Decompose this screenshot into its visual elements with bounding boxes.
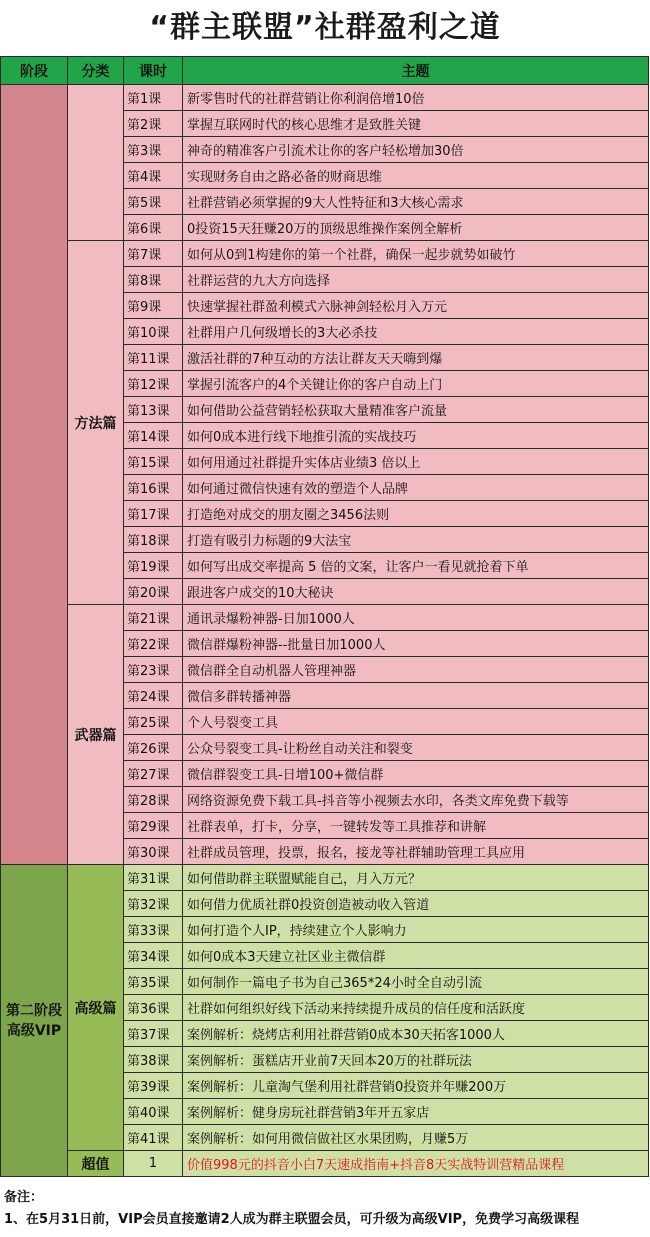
lesson-number: 第22课 bbox=[124, 631, 183, 657]
stage-2-label-line2: 高级VIP bbox=[6, 1022, 62, 1039]
lesson-number: 第18课 bbox=[124, 527, 183, 553]
lesson-topic: 新零售时代的社群营销让你利润倍增10倍 bbox=[183, 85, 649, 111]
lesson-number: 第24课 bbox=[124, 683, 183, 709]
lesson-topic: 神奇的精准客户引流术让你的客户轻松增加30倍 bbox=[183, 137, 649, 163]
lesson-number: 第12课 bbox=[124, 371, 183, 397]
lesson-number: 第4课 bbox=[124, 163, 183, 189]
lesson-topic: 社群成员管理，投票，报名，接龙等社群辅助管理工具应用 bbox=[183, 839, 649, 865]
bonus-row bbox=[1, 1151, 649, 1177]
lesson-number: 第41课 bbox=[124, 1125, 183, 1151]
table-row bbox=[1, 85, 649, 111]
lesson-number: 第35课 bbox=[124, 969, 183, 995]
lesson-number: 第26课 bbox=[124, 735, 183, 761]
lesson-number: 第30课 bbox=[124, 839, 183, 865]
lesson-topic: 微信多群转播神器 bbox=[183, 683, 649, 709]
header-category: 分类 bbox=[68, 57, 124, 85]
lesson-topic: 通讯录爆粉神器-日加1000人 bbox=[183, 605, 649, 631]
lesson-topic: 0投资15天狂赚20万的顶级思维操作案例全解析 bbox=[183, 215, 649, 241]
category-cell-gaoji: 高级篇 bbox=[68, 865, 124, 1151]
lesson-number: 第40课 bbox=[124, 1099, 183, 1125]
lesson-topic: 社群运营的九大方向选择 bbox=[183, 267, 649, 293]
lesson-topic: 社群如何组织好线下活动来持续提升成员的信任度和活跃度 bbox=[183, 995, 649, 1021]
lesson-topic: 公众号裂变工具-让粉丝自动关注和裂变 bbox=[183, 735, 649, 761]
lesson-topic: 如何打造个人IP，持续建立个人影响力 bbox=[183, 917, 649, 943]
lesson-number: 第10课 bbox=[124, 319, 183, 345]
lesson-number: 第21课 bbox=[124, 605, 183, 631]
lesson-topic: 如何借助公益营销轻松获取大量精准客户流量 bbox=[183, 397, 649, 423]
header-topic: 主题 bbox=[183, 57, 649, 85]
table-body bbox=[1, 85, 649, 1177]
category-cell-intro bbox=[68, 85, 124, 241]
lesson-topic: 跟进客户成交的10大秘诀 bbox=[183, 579, 649, 605]
lesson-number: 第19课 bbox=[124, 553, 183, 579]
lesson-number: 第6课 bbox=[124, 215, 183, 241]
table-row bbox=[1, 865, 649, 891]
lesson-number: 第7课 bbox=[124, 241, 183, 267]
lesson-number: 第15课 bbox=[124, 449, 183, 475]
lesson-topic: 掌握引流客户的4个关键让你的客户自动上门 bbox=[183, 371, 649, 397]
lesson-topic: 微信群裂变工具-日增100+微信群 bbox=[183, 761, 649, 787]
lesson-topic: 如何借力优质社群0投资创造被动收入管道 bbox=[183, 891, 649, 917]
lesson-topic: 案例解析：烧烤店利用社群营销0成本30天拓客1000人 bbox=[183, 1021, 649, 1047]
lesson-number: 第39课 bbox=[124, 1073, 183, 1099]
lesson-topic: 如何借助群主联盟赋能自己，月入万元？ bbox=[183, 865, 649, 891]
lesson-number: 第25课 bbox=[124, 709, 183, 735]
lesson-topic: 如何写出成交率提高 5 倍的文案，让客户一看见就抢着下单 bbox=[183, 553, 649, 579]
bonus-number: 1 bbox=[124, 1151, 183, 1177]
lesson-number: 第31课 bbox=[124, 865, 183, 891]
lesson-topic: 打造有吸引力标题的9大法宝 bbox=[183, 527, 649, 553]
notes bbox=[4, 1187, 646, 1231]
lesson-number: 第32课 bbox=[124, 891, 183, 917]
lesson-number: 第33课 bbox=[124, 917, 183, 943]
lesson-topic: 激活社群的7种互动的方法让群友天天嗨到爆 bbox=[183, 345, 649, 371]
lesson-topic: 如何从0到1构建你的第一个社群，确保一起步就势如破竹 bbox=[183, 241, 649, 267]
lesson-number: 第1课 bbox=[124, 85, 183, 111]
lesson-topic: 快速掌握社群盈利模式六脉神剑轻松月入万元 bbox=[183, 293, 649, 319]
lesson-topic: 如何0成本进行线下地推引流的实战技巧 bbox=[183, 423, 649, 449]
lesson-topic: 微信群爆粉神器--批量日加1000人 bbox=[183, 631, 649, 657]
category-cell-fangfa: 方法篇 bbox=[68, 241, 124, 605]
stage-2-label-line1: 第二阶段 bbox=[6, 1002, 62, 1019]
table-row bbox=[1, 605, 649, 631]
table-header-row bbox=[1, 57, 649, 85]
lesson-topic: 案例解析：蛋糕店开业前7天回本20万的社群玩法 bbox=[183, 1047, 649, 1073]
notes-line-1: 1、在5月31日前，VIP会员直接邀请2人成为群主联盟会员，可升级为高级VIP，免费学习高级课程 bbox=[4, 1212, 580, 1227]
lesson-number: 第16课 bbox=[124, 475, 183, 501]
lesson-number: 第17课 bbox=[124, 501, 183, 527]
header-stage: 阶段 bbox=[1, 57, 68, 85]
header-lesson: 课时 bbox=[124, 57, 183, 85]
lesson-number: 第8课 bbox=[124, 267, 183, 293]
notes-label: 备注： bbox=[4, 1190, 44, 1205]
lesson-topic: 如何制作一篇电子书为自己365*24小时全自动引流 bbox=[183, 969, 649, 995]
lesson-topic: 个人号裂变工具 bbox=[183, 709, 649, 735]
lesson-number: 第36课 bbox=[124, 995, 183, 1021]
lesson-topic: 社群表单，打卡，分享，一键转发等工具推荐和讲解 bbox=[183, 813, 649, 839]
lesson-topic: 掌握互联网时代的核心思维才是致胜关键 bbox=[183, 111, 649, 137]
table-row bbox=[1, 241, 649, 267]
lesson-number: 第3课 bbox=[124, 137, 183, 163]
category-cell-wuqi: 武器篇 bbox=[68, 605, 124, 865]
lesson-number: 第27课 bbox=[124, 761, 183, 787]
lesson-number: 第29课 bbox=[124, 813, 183, 839]
lesson-number: 第13课 bbox=[124, 397, 183, 423]
lesson-number: 第28课 bbox=[124, 787, 183, 813]
lesson-topic: 网络资源免费下载工具-抖音等小视频去水印，各类文库免费下载等 bbox=[183, 787, 649, 813]
lesson-topic: 案例解析：如何用微信做社区水果团购，月赚5万 bbox=[183, 1125, 649, 1151]
lesson-number: 第20课 bbox=[124, 579, 183, 605]
lesson-number: 第2课 bbox=[124, 111, 183, 137]
stage-2-cell bbox=[1, 865, 68, 1177]
lesson-topic: 如何通过微信快速有效的塑造个人品牌 bbox=[183, 475, 649, 501]
lesson-topic: 案例解析：儿童淘气堡利用社群营销0投资并年赚200万 bbox=[183, 1073, 649, 1099]
lesson-number: 第34课 bbox=[124, 943, 183, 969]
curriculum-table bbox=[0, 56, 649, 1177]
lesson-number: 第14课 bbox=[124, 423, 183, 449]
bonus-category: 超值 bbox=[68, 1151, 124, 1177]
lesson-topic: 社群用户几何级增长的3大必杀技 bbox=[183, 319, 649, 345]
lesson-number: 第11课 bbox=[124, 345, 183, 371]
lesson-number: 第38课 bbox=[124, 1047, 183, 1073]
lesson-number: 第5课 bbox=[124, 189, 183, 215]
lesson-topic: 打造绝对成交的朋友圈之3456法则 bbox=[183, 501, 649, 527]
stage-1-cell bbox=[1, 85, 68, 865]
lesson-number: 第23课 bbox=[124, 657, 183, 683]
lesson-topic: 如何用通过社群提升实体店业绩3 倍以上 bbox=[183, 449, 649, 475]
lesson-topic: 社群营销必须掌握的9大人性特征和3大核心需求 bbox=[183, 189, 649, 215]
lesson-topic: 实现财务自由之路必备的财商思维 bbox=[183, 163, 649, 189]
bonus-topic: 价值998元的抖音小白7天速成指南+抖音8天实战特训营精品课程 bbox=[183, 1151, 649, 1177]
lesson-number: 第9课 bbox=[124, 293, 183, 319]
lesson-topic: 如何0成本3天建立社区业主微信群 bbox=[183, 943, 649, 969]
lesson-topic: 微信群全自动机器人管理神器 bbox=[183, 657, 649, 683]
lesson-number: 第37课 bbox=[124, 1021, 183, 1047]
lesson-topic: 案例解析：健身房玩社群营销3年开五家店 bbox=[183, 1099, 649, 1125]
page-title: “群主联盟”社群盈利之道 bbox=[0, 0, 650, 56]
